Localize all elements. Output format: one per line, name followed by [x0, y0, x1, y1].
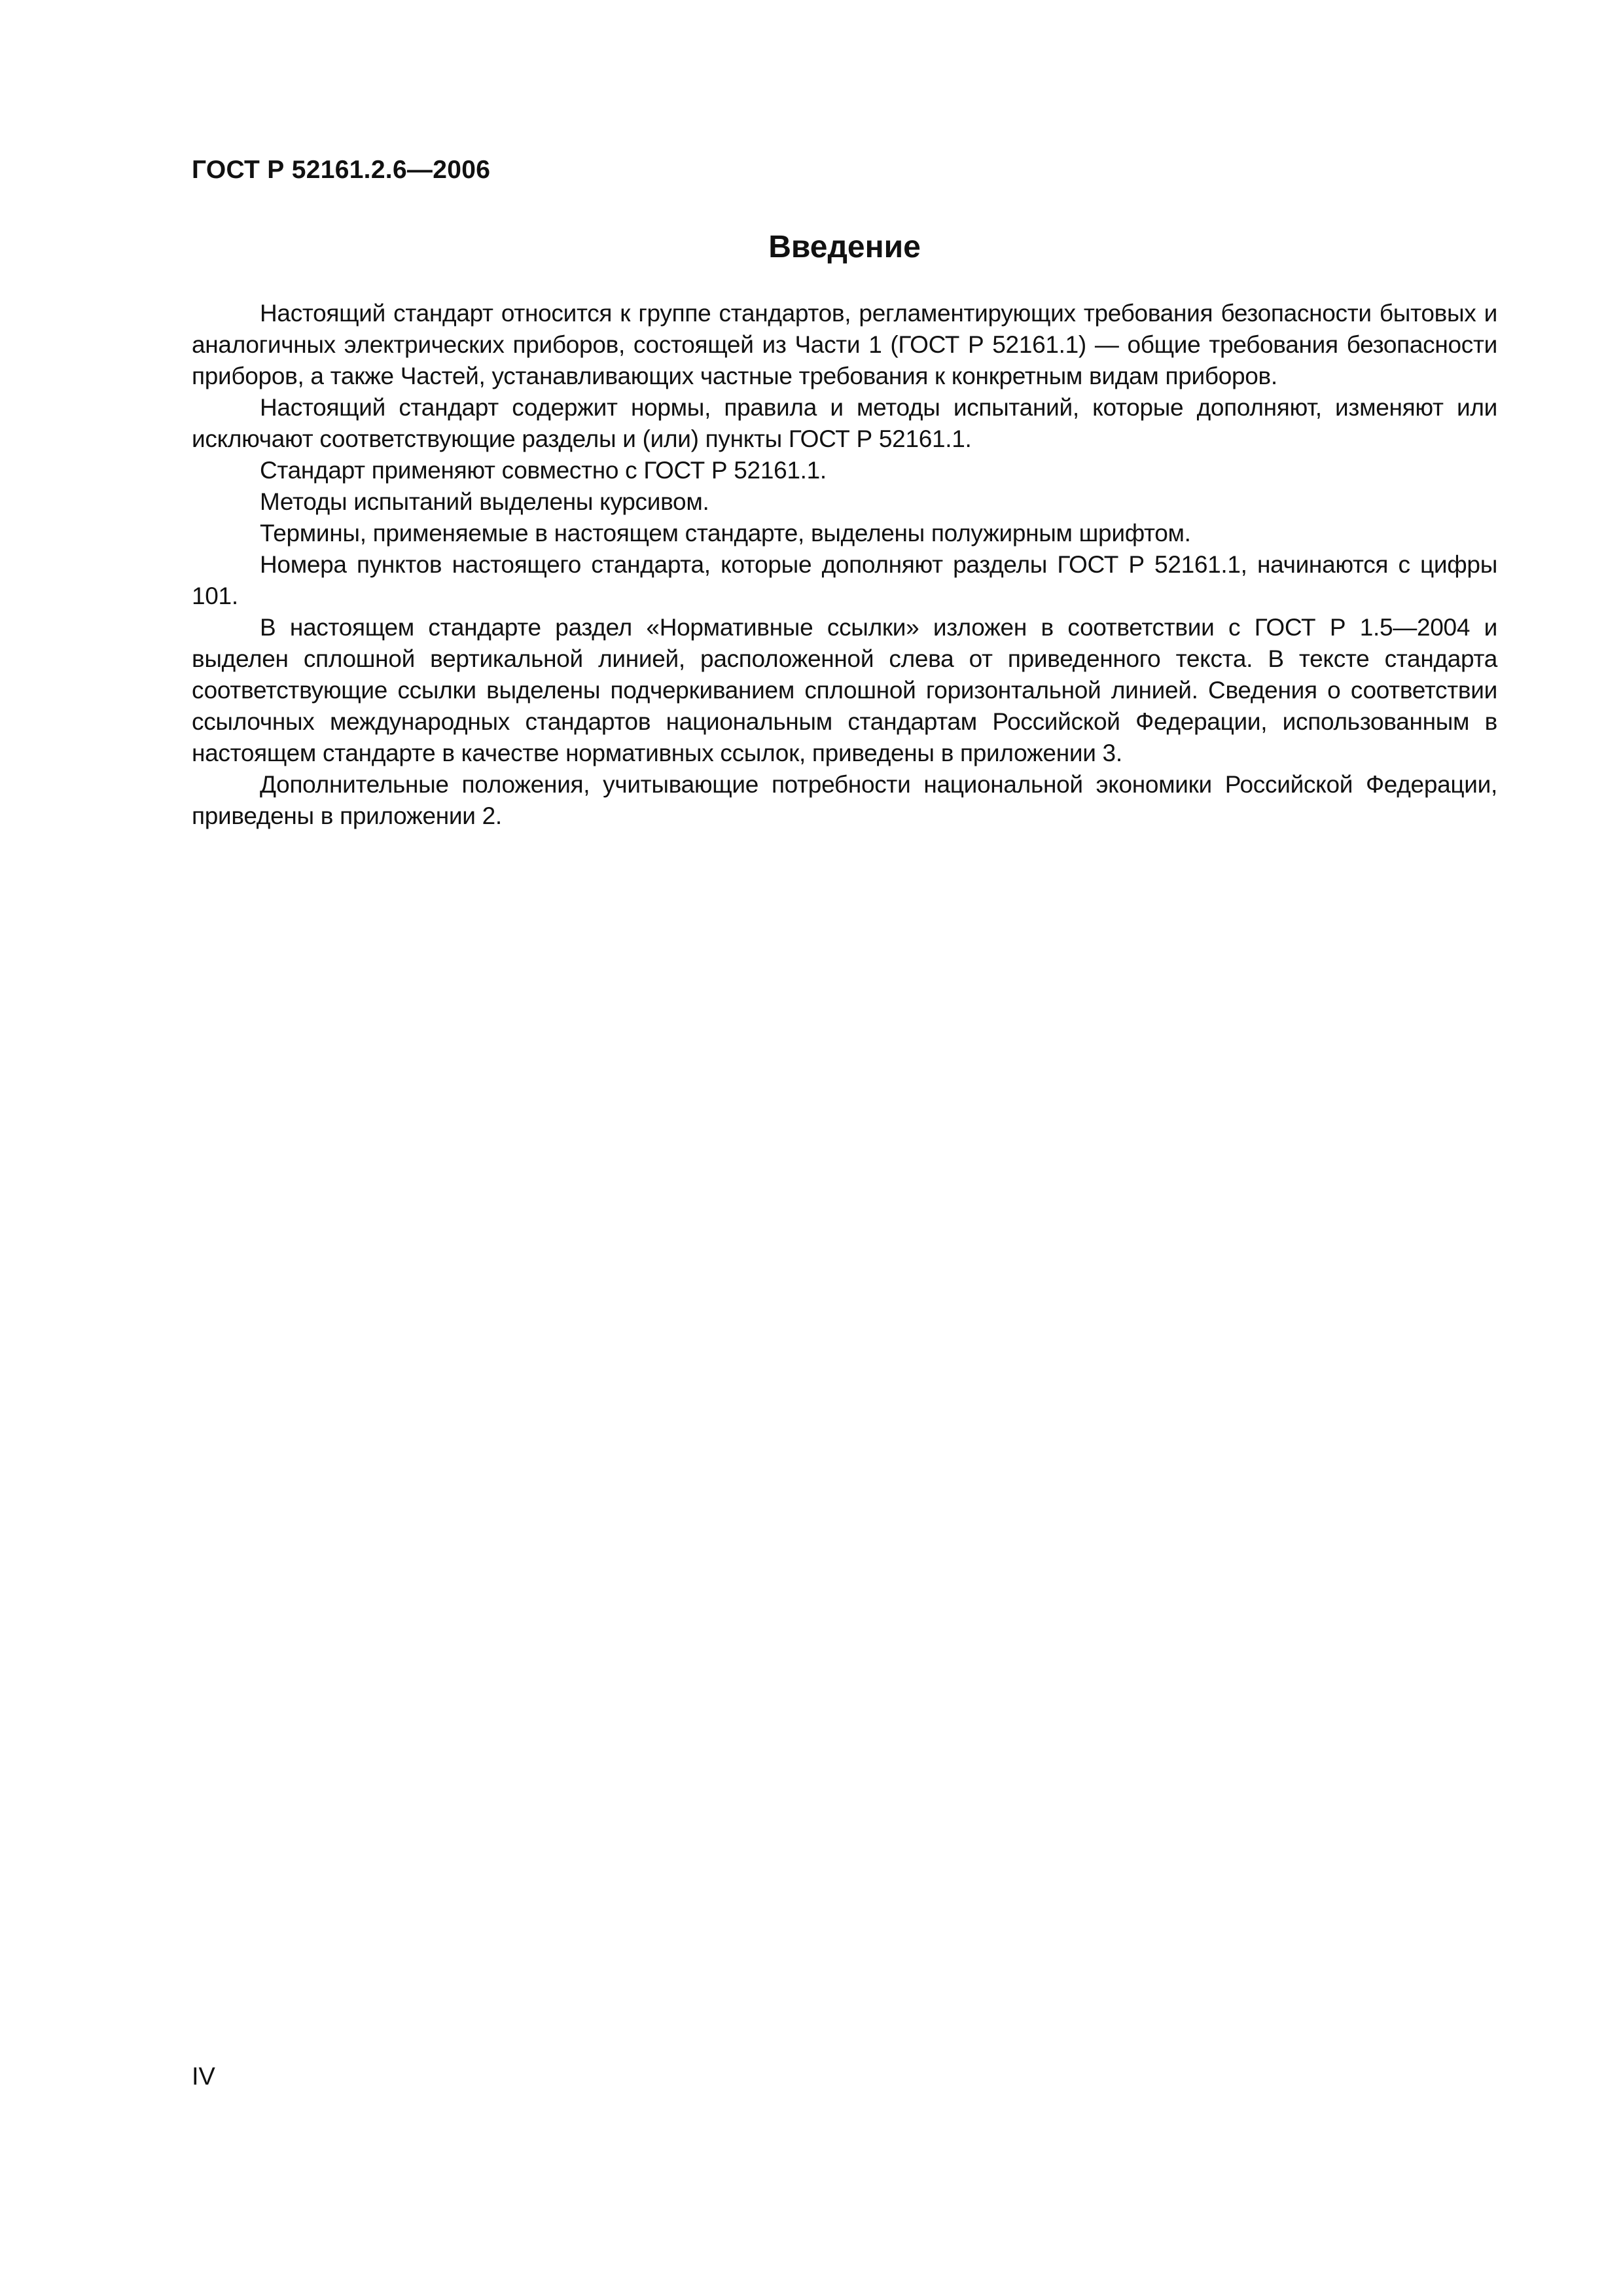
paragraph: Стандарт применяют совместно с ГОСТ Р 52161.1. — [260, 457, 827, 484]
paragraph: Настоящий стандарт содержит нормы, правила и методы испытаний, которые дополняют, изменяют или исключают соответствующие разделы и (или) пункты ГОСТ Р 52161.1. — [192, 394, 1497, 452]
page-number: IV — [192, 2063, 215, 2090]
paragraph: Дополнительные положения, учитывающие потребности национальной экономики Российской Федерации, приведены в приложении 2. — [192, 771, 1497, 829]
paragraph: Методы испытаний выделены курсивом. — [260, 488, 709, 515]
body-text — [192, 298, 1497, 832]
paragraph: Номера пунктов настоящего стандарта, которые дополняют разделы ГОСТ Р 52161.1, начинаются с цифры 101. — [192, 551, 1497, 609]
section-title: Введение — [768, 230, 921, 264]
paragraph: Термины, применяемые в настоящем стандарте, выделены полужирным шрифтом. — [260, 520, 1191, 547]
paragraph: В настоящем стандарте раздел «Нормативные ссылки» изложен в соответствии с ГОСТ Р 1.5—2004 и выделен сплошной вертикальной линией, расположенной слева от приведенного текста. В тексте стандарта соответствующие ссылки выделены подчеркиванием сплошной горизонтальной линией. Сведения о соответствии ссылочных международных стандартов национальным стандартам Российской Федерации, использованным в настоящем стандарте в качестве нормативных ссылок, приведены в приложении 3. — [192, 614, 1497, 766]
paragraph: Настоящий стандарт относится к группе стандартов, регламентирующих требования безопасности бытовых и аналогичных электрических приборов, состоящей из Части 1 (ГОСТ Р 52161.1) — общие требования безопасности приборов, а также Частей, устанавливающих частные требования к конкретным видам приборов. — [192, 300, 1497, 389]
document-header: ГОСТ Р 52161.2.6—2006 — [192, 156, 491, 184]
